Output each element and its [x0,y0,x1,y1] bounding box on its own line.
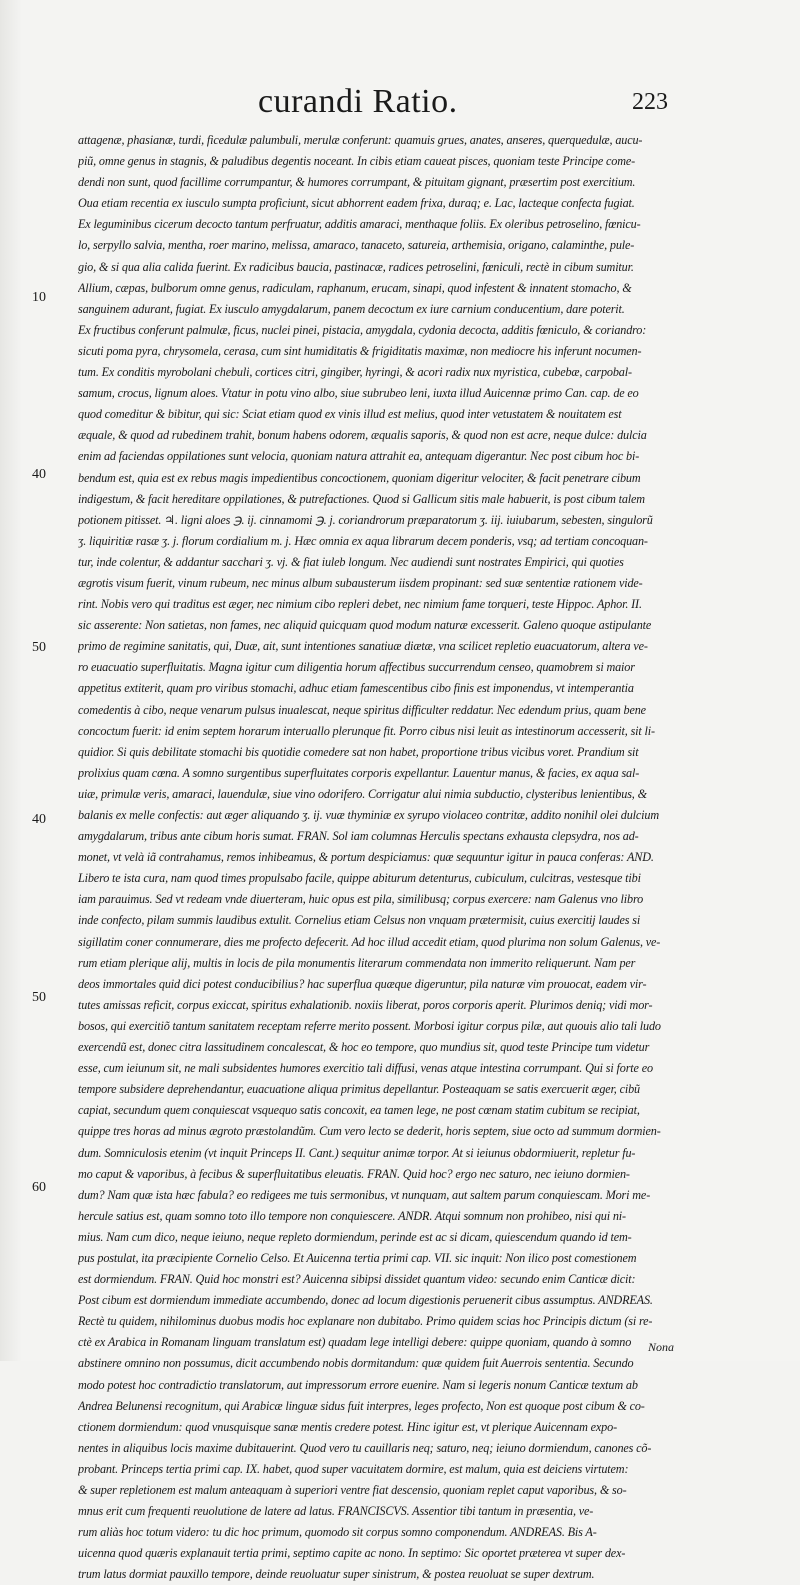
text-line: attagenæ, phasianæ, turdi, ficedulæ palumbuli, merulæ conferunt: quamuis grues, anates, anseres, querquedulæ, aucu- [78,133,643,147]
text-line: sicuti poma pyra, chrysomela, cerasa, cum sint humiditatis & frigiditatis maximæ, non mediocre his inferunt nocumen- [78,343,642,358]
text-line: mo caput & vaporibus, à fecibus & superfluitatibus eleuatis. FRAN. Quid hoc? ergo nec saturo, nec ieiuno dormien- [78,1166,630,1181]
text-line: mius. Nam cum dico, neque ieiuno, neque repleto dormiendum, perinde est ac si dicam, quiescendum quando id tem- [78,1229,632,1244]
text-line: modo potest hoc contradictio translatorum, aut impressorum errore euenire. Nam si legeris nonum Canticæ textum ab [78,1377,638,1392]
text-line: pus postulat, ita præcipiente Cornelio Celso. Et Auicenna tertia primi cap. VII. sic inquit: Non ilico post comestionem [78,1250,637,1265]
text-line: Ex fructibus conferunt palmulæ, ficus, nuclei pinei, pistacia, amygdala, cydonia decocta, additis fœniculo, & coriandro: [78,322,647,337]
running-title: curandi Ratio. [258,83,458,120]
text-line: Rectè tu quidem, nihilominus duobus modis hoc explanare non dubitabo. Primo quidem scias hoc Principis dictum (si re- [78,1314,653,1329]
text-line: comedentis à cibo, neque venarum pulsus inualescat, neque spiritus difficulter reddatur. Nec edendum prius, quam bene [78,702,646,717]
text-line: uicenna quod quæris explanauit tertia primi, septimo capite ac nono. In septimo: Sic oportet præterea vt super dex- [78,1546,626,1561]
text-line: tur, inde colentur, & addantur sacchari ʒ. vj. & fiat iuleb longum. Nec audiendi sunt nostrates Empirici, qui quoties [78,554,624,569]
text-line: uiæ, primulæ veris, amaraci, lauendulæ, siue vino odorifero. Corrigatur alui nimia subductio, clysteribus lenientibus, & [78,786,647,801]
text-line: lo, serpyllo salvia, mentha, roer marino, melissa, amaraco, tanaceto, satureia, arthemisia, origano, calaminthe, pule- [78,238,635,253]
text-line: appetitus extiterit, quam pro viribus stomachi, adhuc etiam famescentibus cibo finis est imponendus, vt intemperantia [78,681,634,696]
margin-line-number: 50 [32,640,46,655]
text-line: samum, crocus, lignum aloes. Vtatur in potu vino albo, siue subrubeo leni, iuxta illud Auicennæ primo Can. cap. de eo [78,386,639,401]
text-line: æquale, & quod ad rubedinem trahit, bonum habens odorem, æqualis saporis, & quod non est acre, neque dulce: dulcia [78,428,647,443]
text-line: gio, & si qua alia calida fuerint. Ex radicibus baucia, pastinacæ, radices petroselini, fœniculi, rectè in cibum sumitur. [78,259,634,274]
text-line: enim ad faciendas oppilationes sunt velocia, quoniam natura attrahit ea, antequam digerantur. Nec post cibum hoc bi- [78,449,640,464]
text-line: tutes amissas reficit, corpus exiccat, spiritus exhalationib. noxiis liberat, poros corporis aperit. Plurimos deniq; vidi mor- [78,997,653,1012]
text-line: piũ, omne genus in stagnis, & paludibus degentis noceant. In cibis etiam caueat pisces, quoniam teste Principe come- [78,154,636,169]
text-line: Allium, cæpas, bulborum omne genus, radiculam, raphanum, erucam, sinapi, quod infestent & innatent stomacho, & [78,280,632,295]
text-line: Post cibum est dormiendum immediate accumbendo, donec ad locum digestionis peruenerit cibus assumptus. ANDREAS. [78,1293,653,1308]
text-line: dum. Somniculosis etenim (vt inquit Princeps II. Cant.) sequitur animæ torpor. At si ieiunus obdormiuerit, repletur fu- [78,1145,636,1160]
text-line: dum? Nam quæ ista hæc fabula? eo redigees me tuis sermonibus, vt nunquam, aut saltem parum conquiescam. Mori me- [78,1187,651,1202]
text-line: quidior. Si quis debilitate stomachi bis quotidie comedere sat non habet, proportione tribus vicibus voret. Prandium sit [78,744,639,759]
text-line: esse, cum ieiunum sit, ne mali subsidentes humores exercitio tali diffusi, venas atque intestina corrumpant. Qui si forte eo [78,1061,653,1076]
text-line: bendum est, quia est ex rebus magis impedientibus concoctionem, quoniam digeritur velociter, & facit penetrare cibum [78,470,641,485]
text-line: Oua etiam recentia ex iusculo sumpta proficiunt, sicut abhorrent eadem frixa, duraq; e. Lac, lacteque confecta fugiat. [78,196,635,211]
text-line: abstinere omnino non possumus, dicit accumbendo nobis dormitandum: quæ quidem fuit Auerrois sententia. Secundo [78,1356,634,1371]
page-number: 223 [632,89,668,115]
text-line: balanis ex melle confectis: aut æger aliquando ʒ. ij. vuæ thyminiæ ex syrupo violaceo contritæ, addito nonihil olei dulcium [78,808,660,822]
text-line: quod comeditur & bibitur, qui sic: Sciat etiam quod ex vinis illud est melius, quod inter vetustatem & nouitatem est [78,407,622,422]
text-line: & super repletionem est malum anteaquam à superiori ventre fiat descensio, quoniam replet caput vaporibus, & so- [78,1483,627,1497]
text-line: sic asserente: Non satietas, non fames, nec aliquid quicquam quod modum naturæ excesserit. Galeno quoque astipulante [78,618,652,633]
text-line: potionem pitisset. ♃. ligni aloes ℈. ij. cinnamomi ℈. j. coriandrorum præparatorum ʒ. iij. iuiubarum, sebesten, singulorũ [78,512,653,527]
text-line: ro euacuatio superfluitatis. Magna igitur cum diligentia horum affectibus succurrendum censeo, quamobrem si maior [78,660,635,675]
body-text [78,130,678,1585]
text-line: Andrea Belunensi recognitum, qui Arabicæ linguæ sidus fuit interpres, leges profecto, Non est quoque post cibum & co- [78,1398,645,1413]
text-line: probant. Princeps tertia primi cap. IX. habet, quod super vacuitatem dormire, est malum, quia est deiciens virtutem: [78,1461,629,1476]
text-line: ctionem dormiendum: quod vnusquisque sanæ mentis credere potest. Hinc igitur est, vt plerique Auicennam expo- [78,1419,617,1434]
text-line: concoctum fuerit: id enim septem horarum interuallo plerunque fit. Porro cibus nisi leuit as intestinorum accesserit, sit li- [78,723,655,738]
text-line: capiat, secundum quem conquiescat vsquequo satis concoxit, ea tamen lege, ne post cœnam statim cubitum se recipiat, [78,1103,640,1118]
text-line: ægrotis visum fuerit, vinum rubeum, nec minus album subausterum iisdem propinant: sed suæ sententiæ rationem vide- [78,575,643,590]
margin-line-number: 40 [32,812,46,827]
text-line: tempore subsidere deprehendantur, euacuatione aliqua primitus depellantur. Posteaquam se satis exercuerit æger, cibũ [78,1082,640,1097]
text-line: sanguinem adurant, fugiat. Ex iusculo amygdalarum, panem decoctum ex iure carnium conducentium, dare poterit. [78,301,625,316]
text-line: sigillatim coner connumerare, dies me profecto defecerit. Ad hoc illud accedit etiam, quod plurima non solum Galenus, ve- [78,934,661,949]
text-line: bosos, qui exercitiõ tantum sanitatem receptam referre merito possent. Morbosi igitur corpus pilæ, aut quouis alio tali ludo [78,1018,661,1033]
text-line: inde confecto, pilam summis laudibus extulit. Cornelius etiam Celsus non vnquam prætermisit, cuius exercitij laudes si [78,913,641,928]
margin-line-number: 10 [32,290,46,305]
text-line: mnus erit cum frequenti reuolutione de latere ad latus. FRANCISCVS. Assentior tibi tantum in præsentia, ve- [78,1504,594,1519]
page-gutter-shadow [0,0,22,1361]
text-line: monet, vt velà iã contrahamus, remos inhibeamus, & portum despiciamus: quæ sequuntur igitur in pauca conferas: AND. [78,850,654,865]
text-line: ctè ex Arabica in Romanam linguam translatum est) quadam lege intelligi debere: quippe quoniam, quando à somno [78,1335,632,1350]
margin-line-number: 60 [32,1180,46,1195]
text-line: est dormiendum. FRAN. Quid hoc monstri est? Auicenna sibipsi dissidet quantum video: secundo enim Canticæ dicit: [78,1272,636,1287]
text-line: prolixius quam cœna. A somno surgentibus superfluitates corporis expellantur. Lauentur manus, & facies, ex aqua sal- [78,765,640,780]
catchword: Nona [648,1340,675,1354]
text-line: deos immortales quid dici potest conducibilius? hac superflua quæque digeruntur, pila naturæ vim prouocat, eadem vir- [78,976,647,991]
text-line: nentes in aliquibus locis maxime dubitauerint. Quod vero tu cauillaris neq; saturo, neq; ieiuno dormiendum, canones cõ- [78,1440,652,1455]
page-header [0,80,800,130]
text-line: tum. Ex conditis myrobolani chebuli, cortices citri, gingiber, hyringi, & acori radix nux myristica, cubebæ, carpobal- [78,365,632,380]
margin-line-number: 40 [32,467,46,482]
text-line: Libero te ista cura, nam quod times propulsabo facile, quippe abiturum detenturus, cubiculum, culcitras, vestesque tibi [78,871,641,886]
text-line: trum latus dormiat pauxillo tempore, deinde reuoluatur super sinistrum, & postea reuoluat se super dextrum. [78,1567,595,1582]
text-line: rum aliàs hoc totum videro: tu dic hoc primum, quomodo sit corpus somno componendum. ANDREAS. Bis A- [78,1525,597,1540]
text-line: indigestum, & facit hereditare oppilationes, & putrefactiones. Quod si Gallicum sitis male habuerit, is post cibum talem [78,491,645,506]
text-line: Ex leguminibus cicerum decocto tantum perfruatur, additis amaraci, menthaque foliis. Ex oleribus petroselino, fœnicu- [78,217,641,232]
text-line: dendi non sunt, quod facillime corrumpantur, & humores corrumpant, & pituitam gignant, præsertim post exercitium. [78,175,636,190]
text-line: ʒ. liquiritiæ rasæ ʒ. j. florum cordialium m. j. Hæc omnia ex aqua librarum decem ponderis, vsq; ad tertiam concoquan- [78,533,648,548]
text-line: amygdalarum, tribus ante cibum horis sumat. FRAN. Sol iam columnas Herculis spectans exhausta clepsydra, nos ad- [78,829,639,844]
text-line: hercule satius est, quam somno toto illo tempore non conquiescere. ANDR. Atqui somnum non prohibeo, nisi qui ni- [78,1208,626,1223]
text-line: primo de regimine sanitatis, qui, Duæ, ait, sunt intentiones sanatiuæ diætæ, vna scilicet repletio euacuatorum, altera ve- [78,639,648,654]
text-line: rint. Nobis vero qui traditus est æger, nec nimium cibo repleri debet, nec nimium fame torqueri, teste Hippoc. Aphor. II. [78,597,642,612]
margin-line-number: 50 [32,990,46,1005]
text-line: exercendũ est, donec citra lassitudinem concalescat, & hoc eo tempore, quo mundius sit, quod teste Principe tum videtur [78,1040,650,1055]
text-line: quippe tres horas ad minus ægroto præstolandũm. Cum vero lecto se dederit, horis septem, siue octo ad summum dormien- [78,1124,661,1139]
text-line: rum etiam plerique alij, multis in locis de pila monumentis literarum commendata non immerito reliquerunt. Nam per [78,955,636,970]
text-line: iam parauimus. Sed vt redeam vnde diuerteram, huic opus est pila, similibusq; corpus exercere: nam Galenus vno libro [78,892,644,907]
